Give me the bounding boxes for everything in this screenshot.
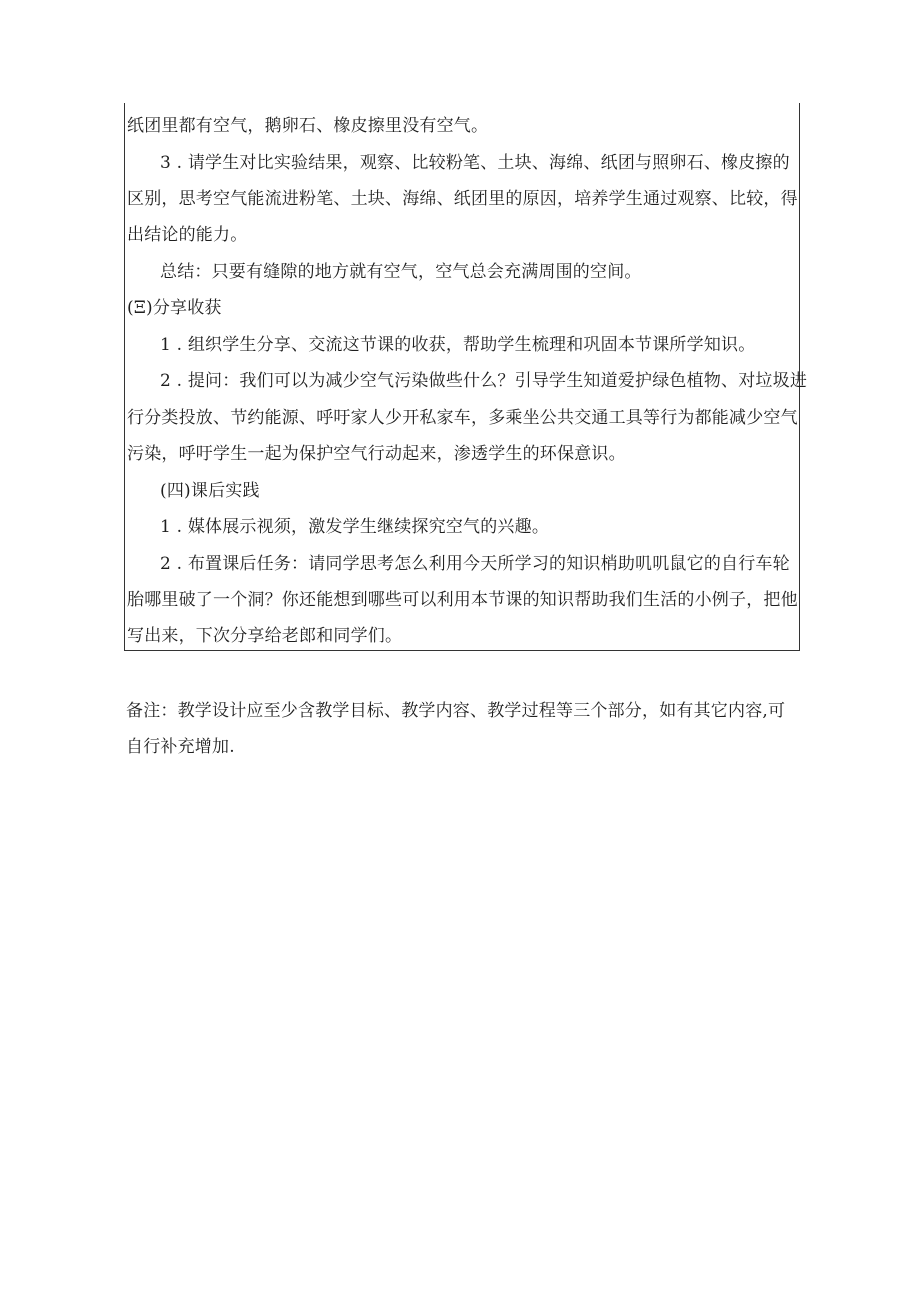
- text-line: 2 . 提问：我们可以为减少空气污染做些什么？引导学生知道爱护绿色植物、对垃圾进: [160, 371, 808, 391]
- text-line: 胎哪里破了一个洞？你还能想到哪些可以利用本节课的知识帮助我们生活的小例子，把他: [127, 590, 798, 610]
- text-line: 1 . 组织学生分享、交流这节课的收获，帮助学生梳理和巩固本节课所学知识。: [160, 335, 756, 355]
- text-line: 污染，呼吁学生一起为保护空气行动起来，渗透学生的环保意识。: [127, 444, 626, 464]
- text-line: 写出来，下次分享给老郎和同学们。: [127, 626, 403, 646]
- text-line: 行分类投放、节约能源、呼吁家人少开私家车，多乘坐公共交通工具等行为都能减少空气: [127, 408, 798, 428]
- text-line: 区别，思考空气能流进粉笔、土块、海绵、纸团里的原因，培养学生通过观察、比较，得: [127, 189, 798, 209]
- text-line: 纸团里都有空气，鹅卵石、橡皮擦里没有空气。: [127, 116, 489, 136]
- remark-line-2: 自行补充增加.: [126, 737, 235, 757]
- text-line: 1 . 媒体展示视须，激发学生继续探究空气的兴趣。: [160, 517, 550, 537]
- section-heading: (四)课后实践: [160, 481, 260, 501]
- text-line: 2 . 布置课后任务：请同学思考怎么利用今天所学习的知识梢助叽叽鼠它的自行车轮: [160, 554, 790, 574]
- summary-line: 总结：只要有缝隙的地方就有空气，空气总会充满周围的空间。: [160, 262, 642, 282]
- remark-line-1: 备注：教学设计应至少含教学目标、教学内容、教学过程等三个部分，如有其它内容,可: [126, 701, 786, 721]
- section-heading: (Ξ)分享收获: [127, 298, 222, 318]
- text-line: 出结论的能力。: [127, 225, 248, 245]
- text-line: 3 . 请学生对比实验结果，观察、比较粉笔、土块、海绵、纸团与照卵石、橡皮擦的: [160, 153, 790, 173]
